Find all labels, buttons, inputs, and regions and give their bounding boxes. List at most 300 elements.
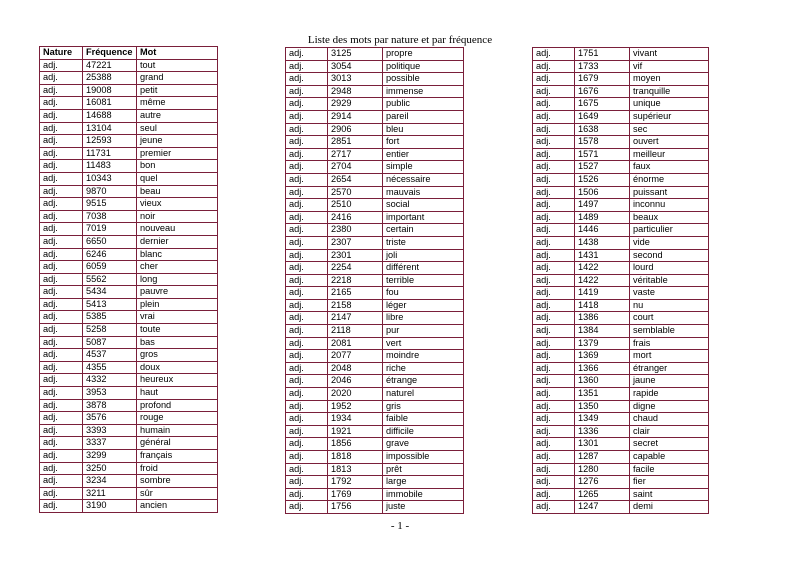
cell-frequence: 1350 <box>575 400 630 413</box>
table-row <box>286 199 464 212</box>
cell-mot: particulier <box>630 224 709 237</box>
cell-mot: jeune <box>137 135 218 148</box>
cell-frequence: 1287 <box>575 451 630 464</box>
cell-frequence: 2118 <box>328 325 383 338</box>
cell-nature: adj. <box>286 501 328 514</box>
cell-mot: terrible <box>383 274 464 287</box>
table-row <box>286 73 464 86</box>
table-row <box>286 388 464 401</box>
cell-frequence: 2301 <box>328 249 383 262</box>
cell-mot: immense <box>383 85 464 98</box>
cell-nature: adj. <box>286 236 328 249</box>
cell-mot: vivant <box>630 48 709 61</box>
cell-frequence: 2906 <box>328 123 383 136</box>
cell-mot: fier <box>630 476 709 489</box>
table-row <box>286 136 464 149</box>
cell-frequence: 2851 <box>328 136 383 149</box>
cell-mot: naturel <box>383 388 464 401</box>
cell-nature: adj. <box>286 413 328 426</box>
cell-mot: heureux <box>137 374 218 387</box>
cell-nature: adj. <box>40 437 83 450</box>
cell-frequence: 2254 <box>328 262 383 275</box>
cell-nature: adj. <box>40 298 83 311</box>
cell-nature: adj. <box>533 224 575 237</box>
cell-mot: difficile <box>383 425 464 438</box>
cell-mot: plein <box>137 298 218 311</box>
cell-mot: moyen <box>630 73 709 86</box>
cell-nature: adj. <box>286 173 328 186</box>
cell-nature: adj. <box>533 337 575 350</box>
cell-nature: adj. <box>40 84 83 97</box>
table-row <box>40 361 218 374</box>
cell-nature: adj. <box>286 123 328 136</box>
cell-frequence: 1351 <box>575 388 630 401</box>
cell-mot: général <box>137 437 218 450</box>
cell-mot: toute <box>137 324 218 337</box>
table-row <box>533 236 709 249</box>
cell-nature: adj. <box>40 135 83 148</box>
cell-mot: public <box>383 98 464 111</box>
table-row <box>533 299 709 312</box>
cell-frequence: 9515 <box>83 198 137 211</box>
cell-frequence: 2165 <box>328 287 383 300</box>
cell-frequence: 1578 <box>575 136 630 149</box>
cell-frequence: 1756 <box>328 501 383 514</box>
cell-nature: adj. <box>40 487 83 500</box>
cell-frequence: 1792 <box>328 476 383 489</box>
header-nature: Nature <box>40 47 83 60</box>
cell-mot: fou <box>383 287 464 300</box>
cell-nature: adj. <box>40 500 83 513</box>
cell-frequence: 1934 <box>328 413 383 426</box>
cell-frequence: 3190 <box>83 500 137 513</box>
cell-nature: adj. <box>286 274 328 287</box>
table-row <box>40 97 218 110</box>
cell-frequence: 1366 <box>575 362 630 375</box>
table-row <box>533 325 709 338</box>
cell-frequence: 5385 <box>83 311 137 324</box>
cell-frequence: 3393 <box>83 424 137 437</box>
cell-frequence: 1676 <box>575 85 630 98</box>
cell-nature: adj. <box>286 73 328 86</box>
cell-mot: nécessaire <box>383 173 464 186</box>
table-row <box>40 336 218 349</box>
cell-frequence: 1280 <box>575 463 630 476</box>
cell-frequence: 1336 <box>575 425 630 438</box>
cell-mot: semblable <box>630 325 709 338</box>
cell-nature: adj. <box>286 312 328 325</box>
cell-nature: adj. <box>40 462 83 475</box>
cell-nature: adj. <box>286 476 328 489</box>
cell-mot: dernier <box>137 235 218 248</box>
cell-mot: sec <box>630 123 709 136</box>
table-row <box>40 198 218 211</box>
cell-nature: adj. <box>533 451 575 464</box>
cell-frequence: 1921 <box>328 425 383 438</box>
cell-frequence: 4332 <box>83 374 137 387</box>
cell-frequence: 9870 <box>83 185 137 198</box>
cell-nature: adj. <box>533 350 575 363</box>
cell-frequence: 2158 <box>328 299 383 312</box>
cell-frequence: 1675 <box>575 98 630 111</box>
cell-mot: supérieur <box>630 110 709 123</box>
cell-frequence: 14688 <box>83 109 137 122</box>
table-row <box>286 325 464 338</box>
cell-mot: bon <box>137 160 218 173</box>
cell-nature: adj. <box>286 375 328 388</box>
table-row <box>533 337 709 350</box>
cell-nature: adj. <box>40 336 83 349</box>
cell-mot: vide <box>630 236 709 249</box>
cell-frequence: 3953 <box>83 387 137 400</box>
cell-nature: adj. <box>533 249 575 262</box>
cell-frequence: 2704 <box>328 161 383 174</box>
cell-frequence: 1438 <box>575 236 630 249</box>
cell-frequence: 1571 <box>575 148 630 161</box>
cell-frequence: 1419 <box>575 287 630 300</box>
table-row <box>40 500 218 513</box>
cell-nature: adj. <box>286 488 328 501</box>
cell-nature: adj. <box>40 387 83 400</box>
cell-mot: étranger <box>630 362 709 375</box>
table-row <box>286 362 464 375</box>
cell-mot: pauvre <box>137 286 218 299</box>
cell-mot: étrange <box>383 375 464 388</box>
cell-nature: adj. <box>533 287 575 300</box>
cell-mot: premier <box>137 147 218 160</box>
cell-mot: beaux <box>630 211 709 224</box>
cell-mot: facile <box>630 463 709 476</box>
cell-mot: meilleur <box>630 148 709 161</box>
cell-nature: adj. <box>40 349 83 362</box>
cell-frequence: 1527 <box>575 161 630 174</box>
cell-nature: adj. <box>286 199 328 212</box>
table-row <box>286 186 464 199</box>
cell-nature: adj. <box>40 223 83 236</box>
cell-nature: adj. <box>40 412 83 425</box>
cell-frequence: 1422 <box>575 262 630 275</box>
cell-mot: gros <box>137 349 218 362</box>
cell-mot: même <box>137 97 218 110</box>
cell-nature: adj. <box>533 211 575 224</box>
table-row <box>533 287 709 300</box>
table-row <box>533 161 709 174</box>
cell-frequence: 1649 <box>575 110 630 123</box>
table-row <box>286 312 464 325</box>
cell-mot: faux <box>630 161 709 174</box>
cell-frequence: 1247 <box>575 501 630 514</box>
cell-frequence: 1369 <box>575 350 630 363</box>
table-row <box>286 337 464 350</box>
table-row <box>40 387 218 400</box>
cell-mot: court <box>630 312 709 325</box>
cell-nature: adj. <box>40 286 83 299</box>
cell-mot: clair <box>630 425 709 438</box>
cell-mot: haut <box>137 387 218 400</box>
cell-frequence: 2218 <box>328 274 383 287</box>
cell-mot: politique <box>383 60 464 73</box>
cell-frequence: 2048 <box>328 362 383 375</box>
cell-nature: adj. <box>40 72 83 85</box>
cell-nature: adj. <box>40 198 83 211</box>
table-row <box>40 412 218 425</box>
cell-mot: tranquille <box>630 85 709 98</box>
cell-nature: adj. <box>40 324 83 337</box>
cell-nature: adj. <box>40 361 83 374</box>
cell-frequence: 1379 <box>575 337 630 350</box>
cell-frequence: 3250 <box>83 462 137 475</box>
cell-nature: adj. <box>286 85 328 98</box>
table-row <box>533 350 709 363</box>
cell-frequence: 1489 <box>575 211 630 224</box>
table-row <box>40 72 218 85</box>
cell-frequence: 1276 <box>575 476 630 489</box>
table-row <box>533 362 709 375</box>
cell-mot: entier <box>383 148 464 161</box>
cell-nature: adj. <box>286 287 328 300</box>
table-row <box>40 324 218 337</box>
cell-mot: juste <box>383 501 464 514</box>
table-row <box>286 375 464 388</box>
cell-mot: grave <box>383 438 464 451</box>
cell-mot: secret <box>630 438 709 451</box>
cell-frequence: 1360 <box>575 375 630 388</box>
cell-nature: adj. <box>533 488 575 501</box>
cell-nature: adj. <box>286 136 328 149</box>
table-row <box>40 273 218 286</box>
table-row <box>40 298 218 311</box>
cell-mot: quel <box>137 172 218 185</box>
word-table-1 <box>39 46 218 513</box>
cell-frequence: 2929 <box>328 98 383 111</box>
cell-frequence: 11483 <box>83 160 137 173</box>
table-row <box>533 211 709 224</box>
table-row <box>533 148 709 161</box>
cell-mot: nouveau <box>137 223 218 236</box>
table-row <box>286 110 464 123</box>
cell-frequence: 5258 <box>83 324 137 337</box>
table-row <box>286 262 464 275</box>
cell-mot: frais <box>630 337 709 350</box>
cell-mot: important <box>383 211 464 224</box>
cell-mot: demi <box>630 501 709 514</box>
table-row <box>286 60 464 73</box>
table-row <box>40 487 218 500</box>
cell-frequence: 25388 <box>83 72 137 85</box>
table-row <box>533 274 709 287</box>
cell-mot: digne <box>630 400 709 413</box>
cell-frequence: 1638 <box>575 123 630 136</box>
cell-frequence: 2147 <box>328 312 383 325</box>
cell-nature: adj. <box>533 148 575 161</box>
cell-nature: adj. <box>533 375 575 388</box>
cell-frequence: 2046 <box>328 375 383 388</box>
cell-nature: adj. <box>533 173 575 186</box>
cell-mot: jaune <box>630 375 709 388</box>
table-row <box>40 349 218 362</box>
table-row <box>286 476 464 489</box>
cell-mot: humain <box>137 424 218 437</box>
cell-frequence: 10343 <box>83 172 137 185</box>
cell-nature: adj. <box>286 186 328 199</box>
cell-nature: adj. <box>286 463 328 476</box>
cell-nature: adj. <box>286 350 328 363</box>
table-row <box>286 249 464 262</box>
cell-nature: adj. <box>533 501 575 514</box>
table-row <box>533 501 709 514</box>
cell-frequence: 3234 <box>83 475 137 488</box>
cell-frequence: 3878 <box>83 399 137 412</box>
cell-mot: ancien <box>137 500 218 513</box>
cell-mot: fort <box>383 136 464 149</box>
cell-frequence: 4355 <box>83 361 137 374</box>
cell-frequence: 19008 <box>83 84 137 97</box>
cell-mot: immobile <box>383 488 464 501</box>
cell-nature: adj. <box>40 147 83 160</box>
cell-frequence: 1431 <box>575 249 630 262</box>
cell-nature: adj. <box>533 400 575 413</box>
cell-nature: adj. <box>286 325 328 338</box>
cell-mot: petit <box>137 84 218 97</box>
cell-frequence: 5087 <box>83 336 137 349</box>
cell-nature: adj. <box>533 299 575 312</box>
cell-mot: vif <box>630 60 709 73</box>
cell-mot: profond <box>137 399 218 412</box>
table-row <box>533 173 709 186</box>
cell-nature: adj. <box>533 73 575 86</box>
cell-nature: adj. <box>40 210 83 223</box>
cell-mot: libre <box>383 312 464 325</box>
cell-nature: adj. <box>40 424 83 437</box>
cell-mot: possible <box>383 73 464 86</box>
cell-frequence: 1446 <box>575 224 630 237</box>
cell-nature: adj. <box>40 311 83 324</box>
table-row <box>40 122 218 135</box>
cell-nature: adj. <box>533 438 575 451</box>
table-row <box>40 172 218 185</box>
cell-nature: adj. <box>286 400 328 413</box>
table-row <box>533 375 709 388</box>
table-row <box>40 286 218 299</box>
cell-mot: doux <box>137 361 218 374</box>
table-row <box>533 110 709 123</box>
cell-nature: adj. <box>533 388 575 401</box>
cell-frequence: 2914 <box>328 110 383 123</box>
cell-frequence: 7038 <box>83 210 137 223</box>
table-row <box>40 235 218 248</box>
cell-mot: cher <box>137 261 218 274</box>
table-row <box>286 224 464 237</box>
cell-mot: chaud <box>630 413 709 426</box>
cell-nature: adj. <box>533 413 575 426</box>
cell-mot: léger <box>383 299 464 312</box>
cell-mot: impossible <box>383 451 464 464</box>
table-row <box>533 98 709 111</box>
cell-nature: adj. <box>533 312 575 325</box>
cell-nature: adj. <box>286 249 328 262</box>
cell-nature: adj. <box>40 248 83 261</box>
cell-mot: long <box>137 273 218 286</box>
cell-nature: adj. <box>533 274 575 287</box>
cell-nature: adj. <box>286 438 328 451</box>
cell-frequence: 6246 <box>83 248 137 261</box>
table-row <box>40 462 218 475</box>
table-row <box>533 199 709 212</box>
cell-nature: adj. <box>40 109 83 122</box>
table-row <box>40 59 218 72</box>
cell-mot: bleu <box>383 123 464 136</box>
cell-mot: faible <box>383 413 464 426</box>
cell-nature: adj. <box>533 476 575 489</box>
header-mot: Mot <box>137 47 218 60</box>
cell-mot: mort <box>630 350 709 363</box>
table-row <box>40 147 218 160</box>
cell-mot: capable <box>630 451 709 464</box>
table-row <box>533 123 709 136</box>
table-row <box>286 211 464 224</box>
cell-nature: adj. <box>533 186 575 199</box>
table-row <box>533 48 709 61</box>
cell-frequence: 47221 <box>83 59 137 72</box>
cell-mot: vrai <box>137 311 218 324</box>
cell-mot: vert <box>383 337 464 350</box>
table-row <box>533 262 709 275</box>
cell-frequence: 5413 <box>83 298 137 311</box>
cell-mot: moindre <box>383 350 464 363</box>
cell-frequence: 6059 <box>83 261 137 274</box>
table-row <box>533 438 709 451</box>
cell-mot: nu <box>630 299 709 312</box>
cell-mot: sombre <box>137 475 218 488</box>
cell-nature: adj. <box>40 475 83 488</box>
table-row <box>40 450 218 463</box>
table-row <box>286 48 464 61</box>
cell-nature: adj. <box>533 60 575 73</box>
cell-frequence: 1384 <box>575 325 630 338</box>
table-row <box>286 463 464 476</box>
cell-nature: adj. <box>40 185 83 198</box>
cell-mot: beau <box>137 185 218 198</box>
table-row <box>533 85 709 98</box>
cell-nature: adj. <box>40 172 83 185</box>
cell-frequence: 4537 <box>83 349 137 362</box>
cell-nature: adj. <box>40 59 83 72</box>
cell-mot: vieux <box>137 198 218 211</box>
cell-frequence: 1769 <box>328 488 383 501</box>
cell-nature: adj. <box>286 48 328 61</box>
header-frequence: Fréquence <box>83 47 137 60</box>
table-row <box>40 437 218 450</box>
cell-mot: vaste <box>630 287 709 300</box>
cell-mot: ouvert <box>630 136 709 149</box>
cell-mot: gris <box>383 400 464 413</box>
table-row <box>286 173 464 186</box>
table-row <box>533 60 709 73</box>
table-row <box>286 350 464 363</box>
table-row <box>286 274 464 287</box>
cell-frequence: 3054 <box>328 60 383 73</box>
cell-frequence: 2020 <box>328 388 383 401</box>
table-row <box>286 451 464 464</box>
cell-frequence: 1506 <box>575 186 630 199</box>
table-row <box>533 249 709 262</box>
cell-nature: adj. <box>533 136 575 149</box>
cell-frequence: 16081 <box>83 97 137 110</box>
cell-nature: adj. <box>533 98 575 111</box>
cell-nature: adj. <box>533 425 575 438</box>
table-row <box>286 438 464 451</box>
cell-mot: large <box>383 476 464 489</box>
